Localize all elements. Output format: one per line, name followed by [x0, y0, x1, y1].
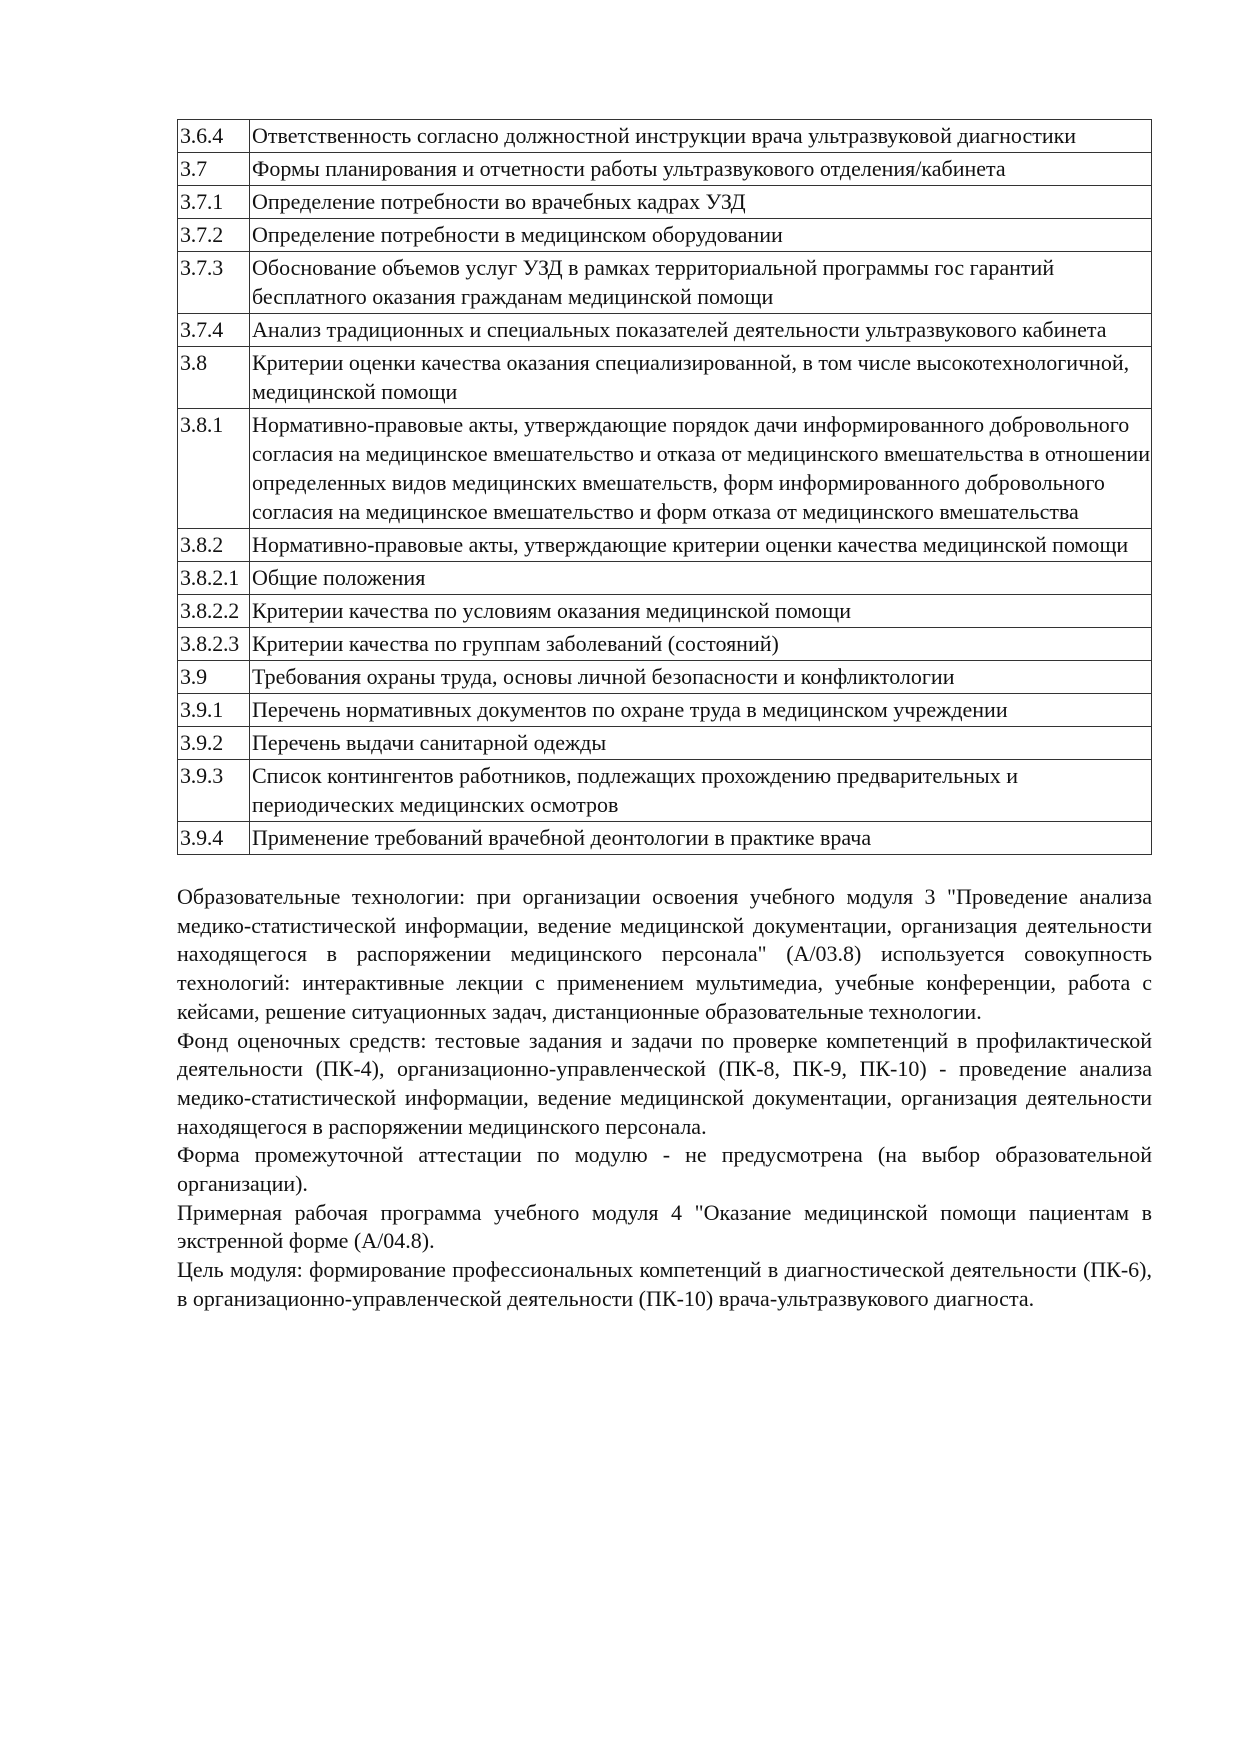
table-row — [178, 219, 1152, 252]
section-title: Критерии качества по группам заболеваний (состояний) — [250, 628, 1152, 661]
section-number: 3.7.1 — [178, 186, 250, 219]
section-number: 3.9.4 — [178, 822, 250, 855]
section-title: Формы планирования и отчетности работы ультразвукового отделения/кабинета — [250, 153, 1152, 186]
section-number: 3.8.1 — [178, 409, 250, 529]
body-text — [177, 883, 1152, 1314]
section-title: Нормативно-правовые акты, утверждающие порядок дачи информированного добровольного согласия на медицинское вмешательство и отказа от медицинского вмешательства в отношении определенных видов медицинских вмешательств, форм информированного добровольного согласия на медицинское вмешательство и форм отказа от медицинского вмешательства — [250, 409, 1152, 529]
section-title: Применение требований врачебной деонтологии в практике врача — [250, 822, 1152, 855]
section-title: Перечень выдачи санитарной одежды — [250, 727, 1152, 760]
section-number: 3.9 — [178, 661, 250, 694]
document-page — [177, 119, 1152, 1314]
section-number: 3.6.4 — [178, 120, 250, 153]
section-number: 3.9.1 — [178, 694, 250, 727]
section-title: Критерии оценки качества оказания специализированной, в том числе высокотехнологичной, медицинской помощи — [250, 347, 1152, 409]
table-row — [178, 409, 1152, 529]
paragraph-intermediate-attestation: Форма промежуточной аттестации по модулю - не предусмотрена (на выбор образовательной организации). — [177, 1142, 1152, 1197]
table-row — [178, 120, 1152, 153]
table-row — [178, 694, 1152, 727]
section-title: Определение потребности в медицинском оборудовании — [250, 219, 1152, 252]
section-title: Обоснование объемов услуг УЗД в рамках территориальной программы гос гарантий бесплатного оказания гражданам медицинской помощи — [250, 252, 1152, 314]
section-number: 3.8.2 — [178, 529, 250, 562]
paragraph-module-4-program: Примерная рабочая программа учебного модуля 4 "Оказание медицинской помощи пациентам в экстренной форме (А/04.8). — [177, 1199, 1152, 1254]
section-title: Анализ традиционных и специальных показателей деятельности ультразвукового кабинета — [250, 314, 1152, 347]
table-row — [178, 760, 1152, 822]
section-title: Нормативно-правовые акты, утверждающие критерии оценки качества медицинской помощи — [250, 529, 1152, 562]
table-row — [178, 529, 1152, 562]
table-row — [178, 153, 1152, 186]
section-number: 3.9.2 — [178, 727, 250, 760]
section-title: Требования охраны труда, основы личной безопасности и конфликтологии — [250, 661, 1152, 694]
table-row — [178, 347, 1152, 409]
paragraph-educational-technologies: Образовательные технологии: при организации освоения учебного модуля 3 "Проведение анализа медико-статистической информации, ведение медицинской документации, организация деятельности находящегося в распоряжении медицинского персонала" (А/03.8) используется совокупность технологий: интерактивные лекции с применением мультимедиа, учебные конференции, работа с кейсами, решение ситуационных задач, дистанционные образовательные технологии. — [177, 884, 1152, 1024]
curriculum-table — [177, 119, 1152, 855]
section-number: 3.7.4 — [178, 314, 250, 347]
table-row — [178, 562, 1152, 595]
paragraph-module-goal: Цель модуля: формирование профессиональных компетенций в диагностической деятельности (ПК-6), в организационно-управленческой деятельности (ПК-10) врача-ультразвукового диагноста. — [177, 1257, 1152, 1311]
section-title: Общие положения — [250, 562, 1152, 595]
section-title: Ответственность согласно должностной инструкции врача ультразвуковой диагностики — [250, 120, 1152, 153]
section-title: Критерии качества по условиям оказания медицинской помощи — [250, 595, 1152, 628]
table-row — [178, 727, 1152, 760]
section-title: Определение потребности во врачебных кадрах УЗД — [250, 186, 1152, 219]
table-row — [178, 661, 1152, 694]
section-number: 3.9.3 — [178, 760, 250, 822]
section-number: 3.7.3 — [178, 252, 250, 314]
section-title: Список контингентов работников, подлежащих прохождению предварительных и периодических медицинских осмотров — [250, 760, 1152, 822]
section-number: 3.8.2.2 — [178, 595, 250, 628]
table-row — [178, 822, 1152, 855]
table-row — [178, 252, 1152, 314]
section-number: 3.8.2.1 — [178, 562, 250, 595]
table-row — [178, 628, 1152, 661]
section-number: 3.8 — [178, 347, 250, 409]
section-title: Перечень нормативных документов по охране труда в медицинском учреждении — [250, 694, 1152, 727]
table-row — [178, 595, 1152, 628]
section-number: 3.7 — [178, 153, 250, 186]
table-row — [178, 186, 1152, 219]
section-number: 3.7.2 — [178, 219, 250, 252]
paragraph-assessment-fund: Фонд оценочных средств: тестовые задания и задачи по проверке компетенций в профилактической деятельности (ПК-4), организационно-управленческой (ПК-8, ПК-9, ПК-10) - проведение анализа медико-статистической информации, ведение медицинской документации, организация деятельности находящегося в распоряжении медицинского персонала. — [177, 1027, 1152, 1139]
table-row — [178, 314, 1152, 347]
section-number: 3.8.2.3 — [178, 628, 250, 661]
